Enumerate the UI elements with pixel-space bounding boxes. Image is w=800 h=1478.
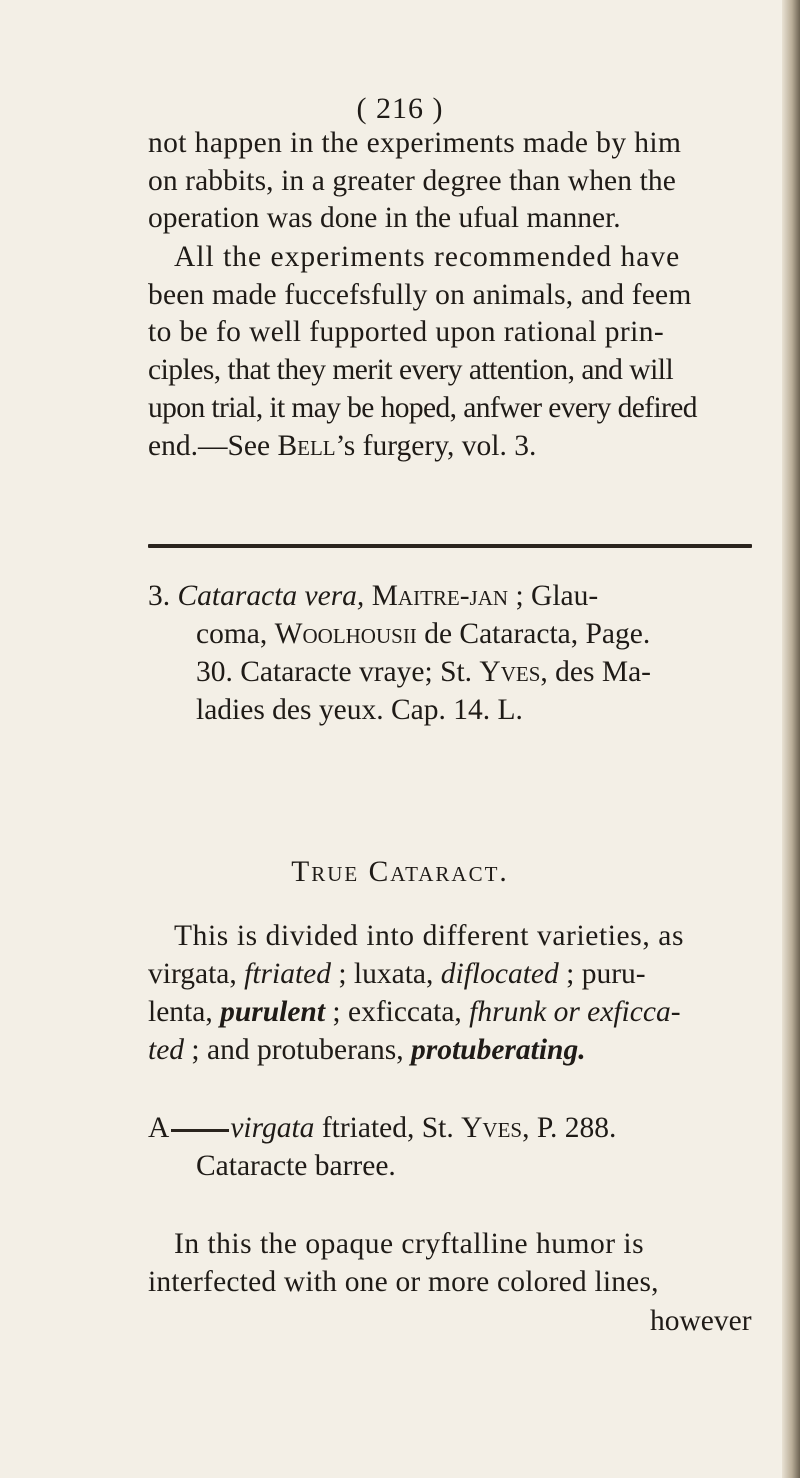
text-line (196, 656, 651, 689)
italic-term: fhrunk or exficca- (469, 996, 681, 1028)
author-name: Maitre-jan (371, 580, 509, 612)
text-line: interfected with one or more colored lines, (148, 1266, 659, 1298)
text-line (148, 996, 681, 1029)
section-rule (148, 544, 752, 548)
text-run: ’s furgery, vol. 3. (335, 430, 537, 462)
italic-term: diflocated (440, 958, 559, 990)
latin-term: virgata (230, 1112, 315, 1144)
page-edge-shadow (782, 0, 800, 1478)
section-heading: True Cataract. (291, 856, 509, 888)
text-line: operation was done in the ufual manner. (148, 202, 621, 234)
text-run: end.—See (148, 430, 278, 462)
text-line (148, 1034, 586, 1067)
author-name: Woolhousii (274, 618, 417, 650)
text-line (148, 1112, 616, 1145)
text-run: , P. 288. (522, 1112, 617, 1144)
author-name: Yves (461, 1112, 523, 1144)
text-run: , des Ma- (540, 656, 652, 688)
page-number: ( 216 ) (356, 92, 444, 125)
entry-number: 3. (148, 580, 178, 612)
text-run: coma, (196, 618, 275, 650)
text-run: virgata, (148, 958, 245, 990)
text-run: ; luxata, (330, 958, 441, 990)
text-line: ciples, that they merit every attention, and will (148, 354, 674, 386)
text-run: ; Glau- (508, 580, 599, 612)
text-run: de Cataracta, Page. (416, 618, 651, 650)
text-line: In this the opaque cryftalline humor is (174, 1228, 645, 1260)
text-line: All the experiments recommended have (174, 241, 681, 273)
latin-term: Cataracta vera, (177, 580, 365, 612)
author-name: Bell (277, 430, 336, 462)
catchword: however (650, 1305, 752, 1337)
text-line: ladies des yeux. Cap. 14. L. (196, 694, 523, 726)
text-line (148, 580, 598, 613)
text-run: 30. Cataracte vraye; St. (196, 656, 480, 688)
em-dash-rule (171, 1129, 229, 1132)
text-run: lenta, (148, 996, 221, 1028)
italic-term: protuberating. (410, 1034, 586, 1066)
text-line (196, 618, 650, 651)
text-line: to be fo well fupported upon rational prin- (148, 316, 665, 348)
italic-term: ftriated (244, 958, 331, 990)
text-line (148, 430, 536, 463)
text-line: This is divided into different varieties, as (174, 920, 685, 952)
entry-letter: A (148, 1112, 170, 1144)
text-run: ; puru- (558, 958, 646, 990)
text-run: ; and protuberans, (184, 1034, 411, 1066)
text-line: upon trial, it may be hoped, anfwer every defired (148, 392, 697, 424)
author-name: Yves (479, 656, 541, 688)
italic-term: purulent (220, 996, 326, 1028)
text-line (148, 958, 646, 991)
text-line: not happen in the experiments made by him (148, 127, 682, 159)
text-line: on rabbits, in a greater degree than when the (148, 165, 676, 197)
text-run: ftriated, St. (314, 1112, 462, 1144)
text-run: ; exficcata, (325, 996, 470, 1028)
text-line: been made fuccefsfully on animals, and feem (148, 279, 692, 311)
text-line: Cataracte barree. (196, 1150, 396, 1182)
italic-term: ted (148, 1034, 185, 1066)
text-run (364, 580, 371, 612)
